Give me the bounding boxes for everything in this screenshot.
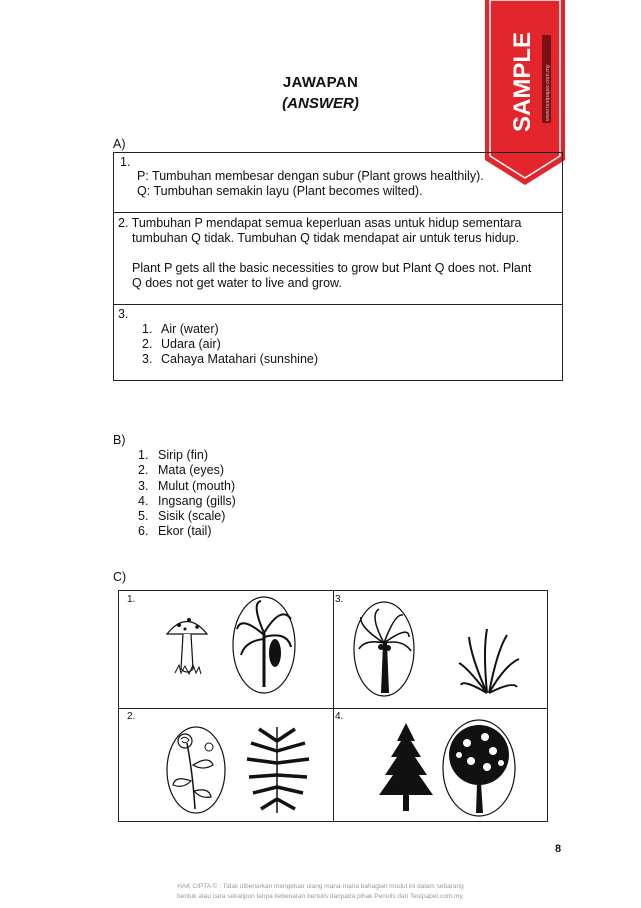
q3-item-num: 1. bbox=[142, 322, 153, 336]
cell-number: 1. bbox=[127, 594, 136, 605]
section-a-label: A) bbox=[113, 137, 126, 151]
answer-row-2 bbox=[114, 213, 562, 305]
flowering-tree-picture bbox=[441, 717, 517, 819]
q3-item-text: Udara (air) bbox=[161, 337, 221, 351]
fern-picture bbox=[239, 721, 317, 815]
cell-number: 3. bbox=[335, 594, 344, 605]
mushroom-picture bbox=[165, 609, 209, 681]
q3-item-text: Air (water) bbox=[161, 322, 219, 336]
q1-number: 1. bbox=[120, 155, 131, 169]
list-item: 3. Mulut (mouth) bbox=[138, 478, 236, 493]
q1-answer-p: P: Tumbuhan membesar dengan subur (Plant grows healthily). bbox=[137, 169, 484, 183]
answer-row-1 bbox=[114, 153, 562, 213]
copyright-footer-line-1: HAK CIPTA © : Tidak dibenarkan mengeluar ulang mana-mana bahagian modul ini dalam sebarang bbox=[177, 883, 464, 890]
banana-tree-picture bbox=[231, 595, 297, 695]
q3-item-text: Cahaya Matahari (sunshine) bbox=[161, 352, 319, 366]
list-item: 2. Mata (eyes) bbox=[138, 463, 224, 478]
grass-plant-picture bbox=[457, 627, 521, 695]
page-number: 8 bbox=[555, 843, 562, 855]
section-a-table bbox=[113, 152, 563, 381]
rose-plant-picture bbox=[165, 725, 227, 815]
list-item: 6. Ekor (tail) bbox=[138, 524, 212, 539]
q1-answer-q: Q: Tumbuhan semakin layu (Plant becomes wilted). bbox=[137, 184, 423, 198]
page-subtitle: (ANSWER) bbox=[282, 95, 359, 112]
list-item: 1. Sirip (fin) bbox=[138, 448, 209, 462]
page-title: JAWAPAN bbox=[282, 74, 359, 91]
ribbon-small-text: www.testpaper.com.my bbox=[545, 64, 551, 121]
papaya-tree-picture bbox=[351, 599, 417, 699]
q2-line-1: 2. Tumbuhan P mendapat semua keperluan asas untuk hidup sementara bbox=[118, 216, 522, 230]
section-c-label: C) bbox=[113, 570, 127, 584]
q2-line-3: Plant P gets all the basic necessities to grow but Plant Q does not. Plant bbox=[132, 261, 532, 275]
cell-number: 2. bbox=[127, 711, 136, 722]
list-item: 4. Ingsang (gills) bbox=[138, 493, 236, 508]
section-c-picture-grid bbox=[118, 590, 548, 822]
q3-item-num: 2. bbox=[142, 337, 153, 351]
list-item: 5. Sisik (scale) bbox=[138, 509, 226, 524]
q3-number: 3. bbox=[118, 307, 129, 321]
section-b-list bbox=[138, 448, 236, 540]
q2-line-2: tumbuhan Q tidak. Tumbuhan Q tidak mendapat air untuk terus hidup. bbox=[132, 231, 520, 245]
q2-line-4: Q does not get water to live and grow. bbox=[132, 276, 342, 290]
q3-item-num: 3. bbox=[142, 352, 153, 366]
answer-row-3 bbox=[114, 305, 562, 380]
section-b-label: B) bbox=[113, 433, 126, 447]
ribbon-text: SAMPLE bbox=[509, 31, 536, 132]
copyright-footer-line-2: bentuk atau cara sekalipun tanpa kebenaran bertulis daripada pihak Penulis dan Testpaper.com.my. bbox=[176, 893, 465, 900]
cell-number: 4. bbox=[335, 711, 344, 722]
pine-tree-picture bbox=[375, 723, 437, 813]
